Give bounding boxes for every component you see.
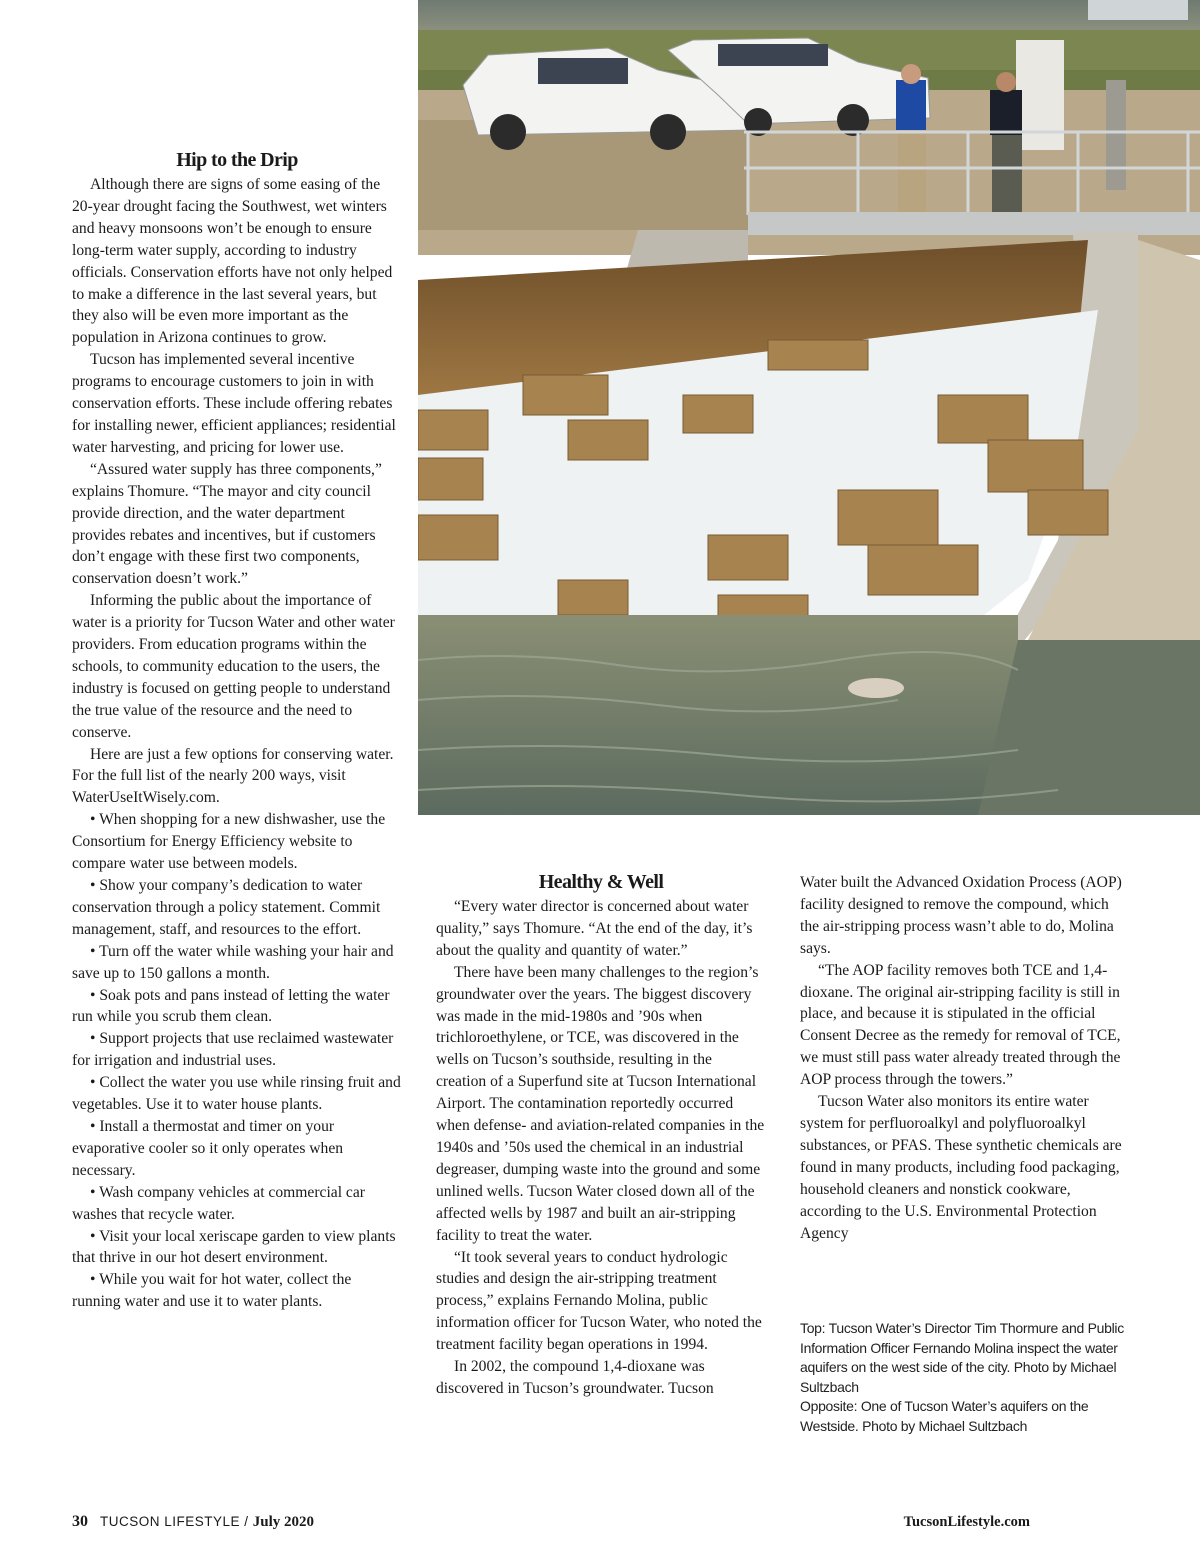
paragraph: “It took several years to conduct hydrologic studies and design the air-stripping treatment process,” explains Fernando Molina, public information officer for Tucson Water, who noted the treatment facility began operations in 1994. bbox=[436, 1248, 762, 1354]
paragraph: Water built the Advanced Oxidation Process (AOP) facility designed to remove the compound, which the air-stripping process wasn’t able to do, Molina says. bbox=[800, 874, 1122, 957]
paragraph: Although there are signs of some easing of the 20-year drought facing the Southwest, wet winters and heavy monsoons won’t be enough to ensure long-term water supply, according to industry officials. Conservation efforts have not only helped to make a difference in the last several years, but they also will be even more important as the population in Arizona continues to grow. bbox=[72, 176, 393, 347]
bullet-item: • Wash company vehicles at commercial car washes that recycle water. bbox=[72, 1183, 365, 1223]
caption-opposite: Opposite: One of Tucson Water’s aquifers on the Westside. Photo by Michael Sultzbach bbox=[800, 1398, 1089, 1434]
landscape-photo-icon bbox=[418, 0, 1200, 815]
website-url: TucsonLifestyle.com bbox=[903, 1514, 1030, 1530]
paragraph: Tucson Water also monitors its entire water system for perfluoroalkyl and polyfluoroalkyl substances, or PFAS. These synthetic chemicals are found in many products, including food packaging, household cleaners and nonstick cookware, according to the U.S. Environmental Protection Agency bbox=[800, 1093, 1122, 1242]
bullet-item: • Install a thermostat and timer on your evaporative cooler so it only operates when necessary. bbox=[72, 1117, 344, 1179]
paragraph: In 2002, the compound 1,4-dioxane was discovered in Tucson’s groundwater. Tucson bbox=[436, 1358, 714, 1397]
caption-top: Top: Tucson Water’s Director Tim Thormure and Public Information Officer Fernando Molina inspect the water aquifers on the west side of the city. Photo by Michael Sultzbach bbox=[800, 1320, 1124, 1395]
footer-separator: / bbox=[240, 1514, 253, 1529]
article-column-2 bbox=[436, 870, 766, 1400]
bullet-item: • Show your company’s dedication to water conservation through a policy statement. Commit management, staff, and resources to the effort. bbox=[72, 877, 381, 938]
section-heading-healthy-well: Healthy & Well bbox=[538, 871, 664, 893]
page-number: 30 bbox=[72, 1513, 88, 1530]
paragraph: “Every water director is concerned about water quality,” says Thomure. “At the end of the day, it’s about the quality and quantity of water.” bbox=[436, 898, 753, 959]
paragraph: Informing the public about the importance of water is a priority for Tucson Water and other water providers. From education programs within the schools, to community education to the users, the industry is focused on getting people to understand the true value of the resource and the need to conserve. bbox=[72, 592, 395, 741]
bullet-item: • When shopping for a new dishwasher, use the Consortium for Energy Efficiency website to compare water use between models. bbox=[72, 811, 386, 873]
bullet-item: • Soak pots and pans instead of letting the water run while you scrub them clean. bbox=[72, 986, 390, 1026]
paragraph: Here are just a few options for conserving water. For the full list of the nearly 200 ways, visit WaterUseItWisely.com. bbox=[72, 745, 394, 807]
page-footer bbox=[72, 1513, 314, 1531]
bullet-item: • Support projects that use reclaimed wastewater for irrigation and industrial uses. bbox=[72, 1030, 394, 1070]
bullet-item: • While you wait for hot water, collect the running water and use it to water plants. bbox=[72, 1271, 352, 1311]
paragraph: “The AOP facility removes both TCE and 1,4-dioxane. The original air-stripping facility is still in place, and because it is stipulated in the official Consent Decree as the remedy for removal of TCE, we must still pass water already treated through the AOP process through the towers.” bbox=[800, 961, 1121, 1089]
bullet-item: • Visit your local xeriscape garden to view plants that thrive in our hot desert environment. bbox=[72, 1227, 396, 1267]
photo-caption bbox=[800, 1319, 1130, 1436]
article-column-3 bbox=[800, 872, 1130, 1244]
magazine-name: TUCSON LIFESTYLE bbox=[100, 1514, 241, 1529]
bullet-item: • Collect the water you use while rinsing fruit and vegetables. Use it to water house plants. bbox=[72, 1074, 401, 1114]
bullet-item: • Turn off the water while washing your hair and save up to 150 gallons a month. bbox=[72, 942, 394, 982]
paragraph: There have been many challenges to the region’s groundwater over the years. The biggest discovery was made in the mid-1980s and ’90s when trichloroethylene, or TCE, was discovered in the wells on Tucson’s southside, resulting in the creation of a Superfund site at Tucson International Airport. The contamination reportedly occurred when defense- and aviation-related companies in the 1940s and ’50s used the chemical in an industrial degreaser, dumping waste into the ground and some unlined wells. Tucson Water closed down all of the affected wells by 1987 and built an air-stripping facility to treat the water. bbox=[436, 963, 765, 1244]
article-column-1 bbox=[72, 148, 402, 1313]
issue-date: July 2020 bbox=[252, 1514, 315, 1530]
paragraph: “Assured water supply has three components,” explains Thomure. “The mayor and city council provide direction, and the water department provides rebates and incentives, but if customers don’t engage with these first two components, conservation doesn’t work.” bbox=[72, 460, 382, 588]
section-heading-hip-to-the-drip: Hip to the Drip bbox=[176, 149, 298, 171]
paragraph: Tucson has implemented several incentive programs to encourage customers to join in with conservation efforts. These include offering rebates for installing newer, efficient appliances; residential water harvesting, and pricing for lower use. bbox=[72, 351, 396, 456]
aquifer-photo bbox=[418, 0, 1200, 815]
